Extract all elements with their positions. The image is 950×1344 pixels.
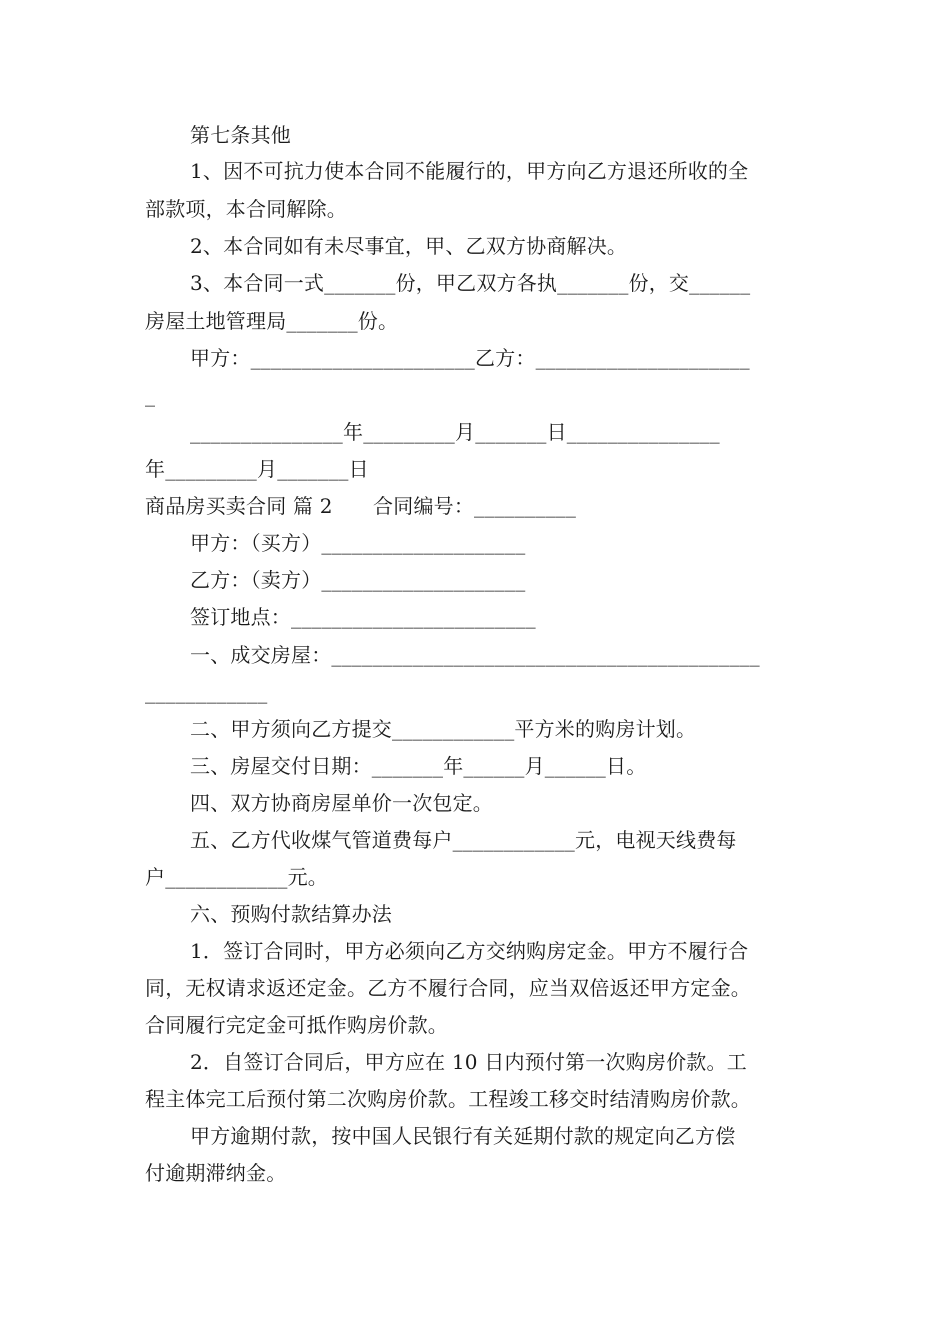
date-line: _______________年_________月_______日_______________ <box>190 420 720 444</box>
paragraph-line: 五、乙方代收煤气管道费每户____________元，电视天线费每 <box>190 828 737 852</box>
paragraph-line: 付逾期滞纳金。 <box>145 1161 287 1185</box>
signing-place-line: 签订地点：________________________ <box>190 605 536 629</box>
paragraph-line: 四、双方协商房屋单价一次包定。 <box>190 791 493 815</box>
paragraph-line: 一、成交房屋：__________________________________________ <box>190 643 760 667</box>
paragraph-line: 3、本合同一式_______份，甲乙双方各执_______份，交______ <box>190 271 751 295</box>
party-b-line: 乙方：（卖方）____________________ <box>190 568 526 592</box>
paragraph-line: 程主体完工后预付第二次购房价款。工程竣工移交时结清购房价款。 <box>145 1087 751 1111</box>
paragraph-line: 1．签订合同时，甲方必须向乙方交纳购房定金。甲方不履行合 <box>190 939 749 963</box>
paragraph-line: 2、本合同如有未尽事宜，甲、乙双方协商解决。 <box>190 234 628 258</box>
date-line: 年_________月_______日 <box>145 457 369 481</box>
paragraph-line: 1、因不可抗力使本合同不能履行的，甲方向乙方退还所收的全 <box>190 159 749 183</box>
paragraph-line: 2．自签订合同后，甲方应在 10 日内预付第一次购房价款。工 <box>190 1050 747 1074</box>
paragraph-line: 部款项，本合同解除。 <box>145 197 347 221</box>
contract-title-line: 商品房买卖合同 篇 2 合同编号：__________ <box>145 494 577 518</box>
paragraph-line: 同，无权请求返还定金。乙方不履行合同，应当双倍返还甲方定金。 <box>145 976 751 1000</box>
article-heading: 第七条其他 <box>190 123 291 147</box>
section-heading: 六、预购付款结算办法 <box>190 902 392 926</box>
paragraph-line: 房屋土地管理局_______份。 <box>145 309 399 333</box>
signature-line: 甲方：______________________乙方：_____________________ <box>190 346 750 370</box>
paragraph-line: 合同履行完定金可抵作购房价款。 <box>145 1013 448 1037</box>
paragraph-line: 户____________元。 <box>145 865 328 889</box>
paragraph-line: 二、甲方须向乙方提交____________平方米的购房计划。 <box>190 717 697 741</box>
party-a-line: 甲方：（买方）____________________ <box>190 531 526 555</box>
paragraph-line: ____________ <box>145 680 268 704</box>
signature-line: _ <box>145 383 156 407</box>
paragraph-line: 三、房屋交付日期：_______年______月______日。 <box>190 754 647 778</box>
paragraph-line: 甲方逾期付款，按中国人民银行有关延期付款的规定向乙方偿 <box>190 1124 736 1148</box>
